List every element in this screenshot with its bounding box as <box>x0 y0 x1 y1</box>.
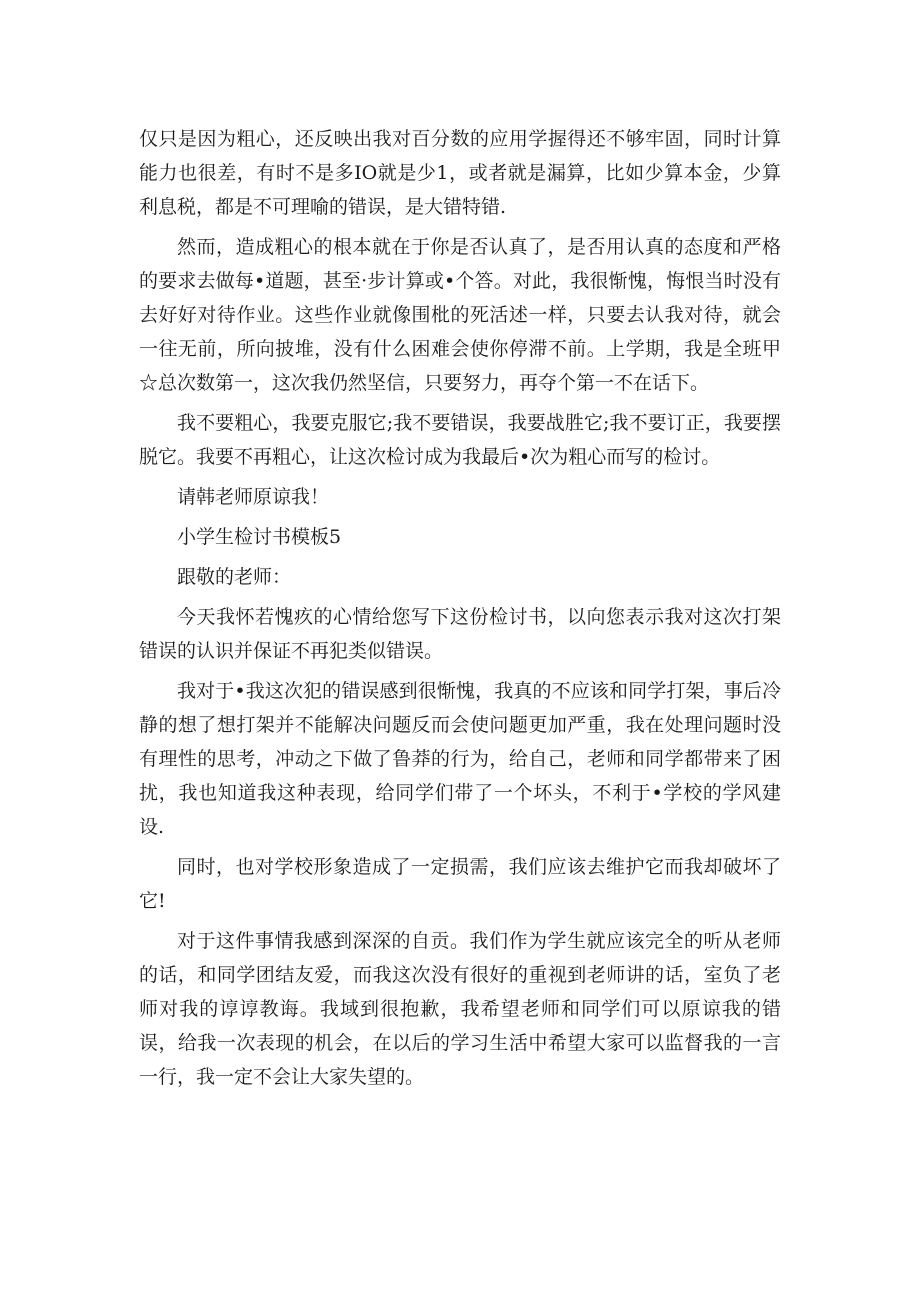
paragraph-1: 仅只是因为粗心，还反映出我对百分数的应用学握得还不够牢固，同时计算能力也很差，有时不是多IO就是少1，或者就是漏算，比如少算本金，少算利息税，都是不可理喻的错误，是大错特错. <box>139 128 781 218</box>
paragraph-7: 今天我怀若愧疚的心情给您写下这份检讨书，以向您表示我对这次打架错误的认识并保证不再犯类似错误。 <box>139 606 781 662</box>
salutation: 跟敬的老师： <box>177 566 292 588</box>
paragraph-3: 我不要粗心，我要克服它;我不要错误，我要战胜它;我不要订正，我要摆脱它。我要不再粗心，让这次检讨成为我最后•次为粗心而写的检讨。 <box>139 412 781 468</box>
paragraph-9: 同时，也对学校形象造成了一定损需，我们应该去维护它而我却破坏了它! <box>139 856 781 912</box>
section-title: 小学生检讨书模板5 <box>177 526 342 548</box>
paragraph-8: 我对于•我这次犯的错误感到很惭愧，我真的不应该和同学打架，事后冷静的想了想打架并不能解决问题反而会使问题更加严重，我在处理问题时没有理性的思考，冲动之下做了鲁莽的行为，给自己，老师和同学都带来了困扰，我也知道我这种表现，给同学们带了一个坏头，不利于•学校的学风建设. <box>139 680 781 838</box>
paragraph-2: 然而，造成粗心的根本就在于你是否认真了，是否用认真的态度和严格的要求去做每•道题，甚至·步计算或•个答。对此，我很惭愧，悔恨当时没有去好好对待作业。这些作业就像围枇的死活述一样，只要去认我对待，就会一往无前，所向披堆，没有什么困难会使你停滞不前。上学期，我是全班甲☆总次数第一，这次我仍然坚信，只要努力，再夺个第一不在话下。 <box>139 236 781 394</box>
paragraph-10: 对于这件事情我感到深深的自贡。我们作为学生就应该完全的听从老师的话，和同学团结友爱，而我这次没有很好的重视到老师讲的话，室负了老师对我的谆谆教诲。我域到很抱歉，我希望老师和同学们可以原谅我的错误，给我一次表现的机会，在以后的学习生活中希望大家可以监督我的一言一行，我一定不会让大家失望的。 <box>139 930 781 1088</box>
paragraph-4: 请韩老师原谅我！ <box>177 486 330 508</box>
document-body <box>139 122 781 1100</box>
